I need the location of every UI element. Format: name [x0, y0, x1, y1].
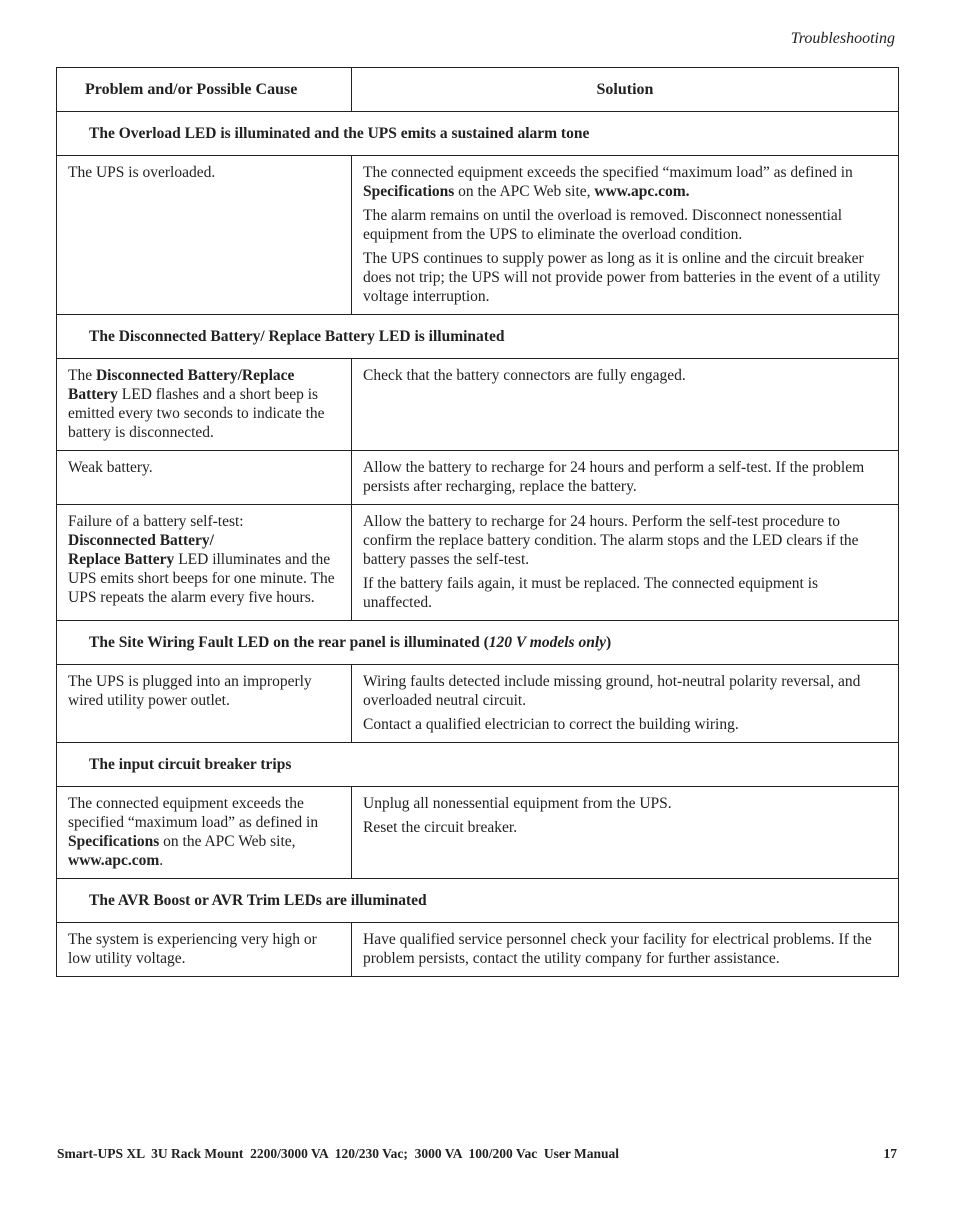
solution-paragraph: If the battery fails again, it must be replaced. The connected equipment is unaffected. — [363, 575, 819, 611]
section-row — [57, 879, 899, 923]
section-title-overload: The Overload LED is illuminated and the UPS emits a sustained alarm tone — [57, 112, 899, 156]
table-row — [57, 156, 899, 315]
solution-paragraph: Wiring faults detected include missing ground, hot-neutral polarity reversal, and overloaded neutral circuit. — [363, 673, 861, 709]
section-row — [57, 112, 899, 156]
section-title-breaker: The input circuit breaker trips — [57, 743, 899, 787]
model-note: 120 V models only — [488, 634, 607, 651]
solution-paragraph: The alarm remains on until the overload is removed. Disconnect nonessential equipment from the UPS to eliminate the overload condition. — [363, 207, 843, 243]
cause-text: The — [68, 367, 96, 384]
table-header-row — [57, 68, 899, 112]
running-header: Troubleshooting — [790, 30, 895, 47]
page-number: 17 — [883, 1146, 897, 1161]
led-name: Disconnected Battery/Replace Battery — [68, 367, 295, 403]
website-reference: www.apc.com. — [594, 183, 690, 200]
solution-cell: Allow the battery to recharge for 24 hours and perform a self-test. If the problem persists after recharging, replace the battery. — [352, 451, 899, 505]
led-name: Replace Battery — [68, 551, 175, 568]
website-reference: www.apc.com — [68, 852, 160, 869]
cause-cell — [57, 359, 352, 451]
solution-cell — [352, 665, 899, 743]
solution-paragraph: Contact a qualified electrician to correct the building wiring. — [363, 716, 739, 733]
solution-text: on the APC Web site, — [454, 183, 595, 200]
solution-cell — [352, 787, 899, 879]
section-row — [57, 315, 899, 359]
cause-cell — [57, 505, 352, 621]
table-row — [57, 787, 899, 879]
column-header-solution: Solution — [352, 68, 899, 112]
table-row — [57, 505, 899, 621]
section-title-avr: The AVR Boost or AVR Trim LEDs are illuminated — [57, 879, 899, 923]
specifications-term: Specifications — [68, 833, 160, 850]
table-row — [57, 451, 899, 505]
solution-cell — [352, 156, 899, 315]
troubleshooting-table — [56, 67, 899, 977]
cause-text: LED illuminates and the UPS emits short beeps for one minute. The UPS repeats the alarm every five hours. — [68, 551, 335, 606]
specifications-term: Specifications — [363, 183, 455, 200]
solution-paragraph: Unplug all nonessential equipment from the UPS. — [363, 795, 672, 812]
section-title-text: The Site Wiring Fault LED on the rear panel is illuminated ( — [89, 634, 489, 651]
solution-paragraph — [363, 163, 888, 201]
cause-cell: The system is experiencing very high or low utility voltage. — [57, 923, 352, 977]
section-title-text: ) — [606, 634, 612, 651]
solution-paragraph: Allow the battery to recharge for 24 hours. Perform the self-test procedure to confirm the replace battery condition. The alarm stops and the LED clears if the battery passes the self-test. — [363, 513, 859, 568]
cause-cell: The UPS is plugged into an improperly wired utility power outlet. — [57, 665, 352, 743]
cause-cell: Weak battery. — [57, 451, 352, 505]
cause-cell — [57, 787, 352, 879]
cause-text: on the APC Web site, — [159, 833, 296, 850]
column-header-problem: Problem and/or Possible Cause — [57, 68, 352, 112]
cause-text: LED flashes and a short beep is emitted every two seconds to indicate the battery is disconnected. — [68, 386, 325, 441]
table-row — [57, 923, 899, 977]
table-row — [57, 665, 899, 743]
solution-cell: Check that the battery connectors are fully engaged. — [352, 359, 899, 451]
solution-text: The connected equipment exceeds the specified “maximum load” as defined in — [363, 164, 853, 181]
solution-cell: Have qualified service personnel check your facility for electrical problems. If the problem persists, contact the utility company for further assistance. — [352, 923, 899, 977]
cause-cell: The UPS is overloaded. — [57, 156, 352, 315]
table-row — [57, 359, 899, 451]
cause-text: The connected equipment exceeds the specified “maximum load” as defined in — [68, 795, 319, 831]
footer-manual-title: Smart-UPS XL 3U Rack Mount 2200/3000 VA 120/230 Vac; 3000 VA 100/200 Vac User Manual — [57, 1146, 620, 1161]
section-title-wiring — [57, 621, 899, 665]
solution-paragraph: Reset the circuit breaker. — [363, 819, 518, 836]
section-row — [57, 621, 899, 665]
cause-text: Failure of a battery self-test: — [68, 513, 244, 530]
led-name: Disconnected Battery/ — [68, 532, 214, 549]
solution-cell — [352, 505, 899, 621]
solution-paragraph: The UPS continues to supply power as long as it is online and the circuit breaker does not trip; the UPS will not provide power from batteries in the event of a utility voltage interruption. — [363, 250, 881, 305]
section-title-battery: The Disconnected Battery/ Replace Battery LED is illuminated — [57, 315, 899, 359]
section-row — [57, 743, 899, 787]
cause-text: . — [159, 852, 164, 869]
